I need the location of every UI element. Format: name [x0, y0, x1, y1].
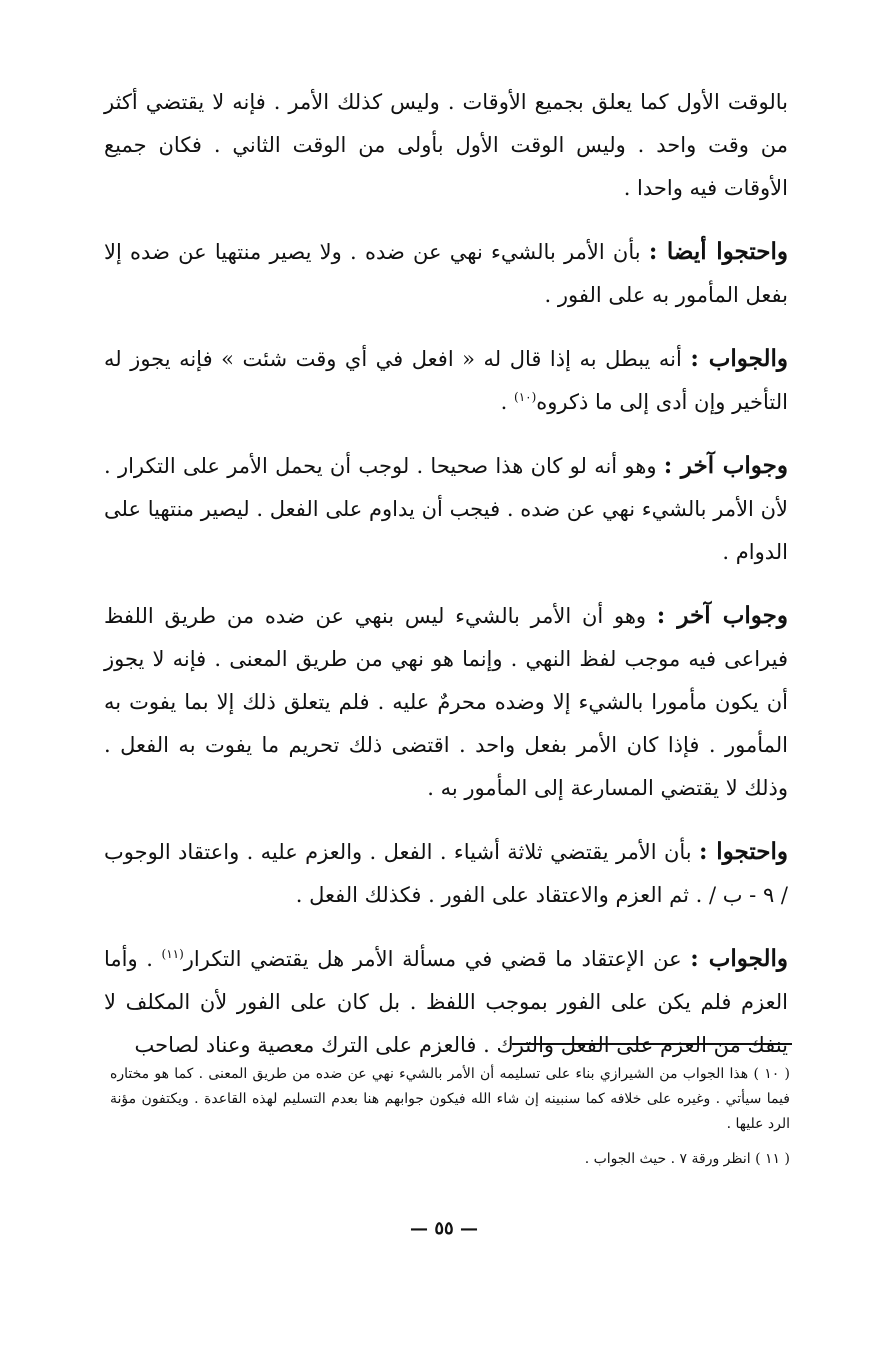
paragraph-text: أنه يبطل به إذا قال له « افعل في أي وقت شئت » فإنه يجوز له التأخير وإن أدى إلى ما ذكروه — [104, 347, 788, 414]
paragraph-4 — [104, 444, 788, 574]
footnote-10: ( ١٠ ) هذا الجواب من الشيرازي بناء على تسليمه أن الأمر بالشيء نهي عن ضده من طريق المعنى . كما هو مختاره فيما سيأتي . وغيره على خلافه كما سنبينه إن شاء الله فيكون جوابهم هنا بعدم التسليم لهذه القاعدة . ويكتفون مؤنة الرد عليها . — [110, 1066, 790, 1132]
page-number: — ٥٥ — — [410, 1218, 478, 1239]
paragraph-1 — [104, 80, 788, 210]
paragraph-5 — [104, 594, 788, 810]
paragraph-2 — [104, 230, 788, 317]
paragraph-3 — [104, 337, 788, 424]
body-text — [104, 80, 788, 1087]
footnotes — [110, 1062, 790, 1182]
paragraph-text: عن الإعتقاد ما قضي في مسألة الأمر هل يقتضي التكرار — [183, 947, 682, 971]
paragraph-text: وهو أنه لو كان هذا صحيحا . لوجب أن يحمل الأمر على التكرار . لأن الأمر بالشيء نهي عن ضده . فيجب أن يداوم على الفعل . ليصير منتهيا على الدوام . — [104, 454, 788, 564]
footnote-reference: (١١) — [161, 947, 184, 961]
footnote-reference: (١٠) — [514, 390, 537, 404]
paragraph-text: بأن الأمر يقتضي ثلاثة أشياء . الفعل . والعزم عليه . واعتقاد الوجوب / ٩ - ب / . ثم العزم والاعتقاد على الفور . فكذلك الفعل . — [104, 840, 788, 907]
paragraph-lead: واحتجوا : — [699, 838, 788, 865]
footnote-11: ( ١١ ) انظر ورقة ٧ . حيث الجواب . — [584, 1151, 790, 1167]
paragraph-lead: والجواب : — [690, 945, 788, 972]
paragraph-7 — [104, 937, 788, 1067]
paragraph-6 — [104, 830, 788, 917]
paragraph-lead: والجواب : — [690, 345, 788, 372]
paragraph-tail: . — [500, 390, 514, 414]
paragraph-tail: . وأما العزم فلم يكن على الفور بموجب اللفظ . بل كان على الفور لأن المكلف لا ينفك من العزم على الفعل والترك . فالعزم على الترك معصية وعناد لصاحب — [104, 947, 788, 1057]
paragraph-text: وهو أن الأمر بالشيء ليس بنهي عن ضده من طريق اللفظ فيراعى فيه موجب لفظ النهي . وإنما هو نهي من طريق المعنى . فإنه لا يجوز أن يكون مأمورا بالشيء إلا وضده محرمٌ عليه . فلم يتعلق ذلك إلا بما يفوت به المأمور . فإذا كان الأمر بفعل واحد . اقتضى ذلك تحريم ما يفوت به الفعل . وذلك لا يقتضي المسارعة إلى المأمور به . — [104, 604, 788, 800]
paragraph-text: بأن الأمر بالشيء نهي عن ضده . ولا يصير منتهيا عن ضده إلا بفعل المأمور به على الفور . — [104, 240, 788, 307]
paragraph-lead: وجواب آخر : — [656, 602, 788, 629]
paragraph-lead: وجواب آخر : — [663, 452, 788, 479]
paragraph-lead: واحتجوا أيضا : — [648, 238, 788, 265]
paragraph-text: بالوقت الأول كما يعلق بجميع الأوقات . وليس كذلك الأمر . فإنه لا يقتضي أكثر من وقت واحد . وليس الوقت الأول بأولى من الوقت الثاني . فكان جميع الأوقات فيه واحدا . — [104, 90, 788, 200]
footnote-divider — [512, 1043, 792, 1045]
